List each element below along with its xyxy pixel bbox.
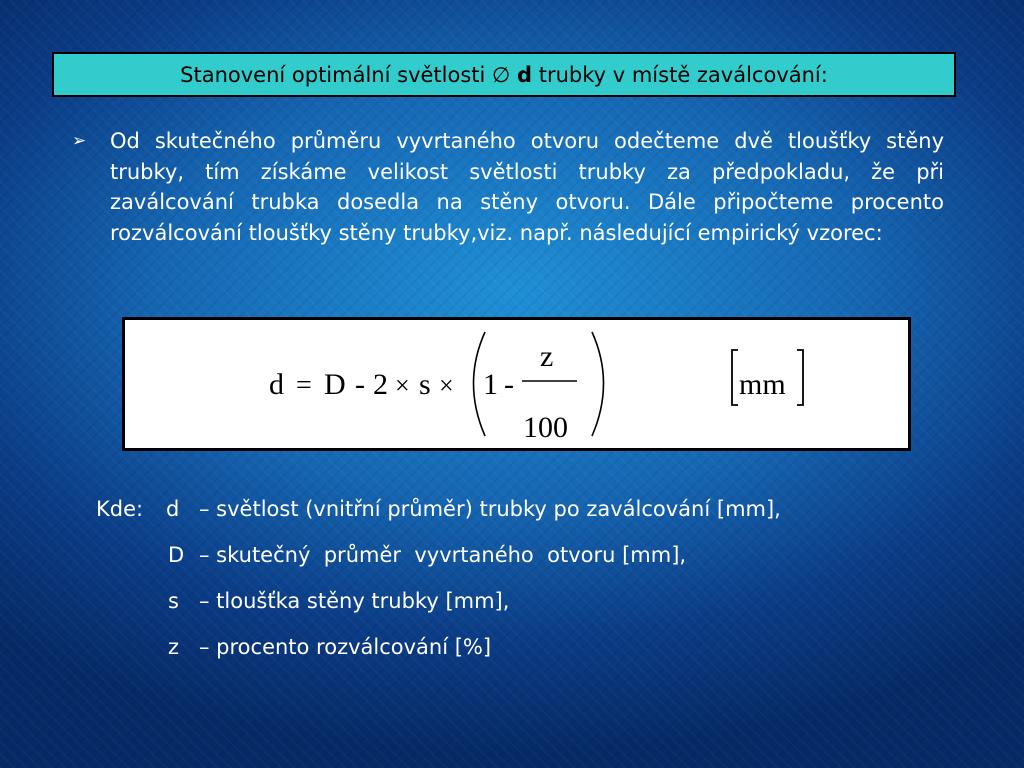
definition-text: – procento rozválcování [%] — [199, 635, 492, 659]
formula-two: 2 — [373, 368, 388, 401]
formula-equals: = — [296, 370, 312, 401]
definition-symbol: D — [168, 543, 185, 567]
title-suffix: trubky v místě zaválcování: — [532, 62, 828, 87]
definition-symbol: z — [168, 635, 180, 659]
formula-times-1: × — [395, 371, 410, 400]
definition-symbol: s — [168, 589, 179, 613]
formula-D: D — [324, 368, 346, 401]
formula-lhs-d: d — [269, 368, 284, 401]
formula-graphic — [125, 320, 908, 448]
formula-minus-2: - — [504, 368, 514, 401]
diameter-symbol: ∅ — [492, 62, 511, 87]
formula-one: 1 — [483, 368, 498, 401]
formula-unit: mm — [739, 368, 786, 401]
bullet-paragraph — [72, 126, 944, 248]
formula-right-paren — [592, 332, 604, 436]
definitions-intro: Kde: — [96, 497, 144, 521]
formula-numerator: z — [540, 340, 554, 373]
definition-symbol: d — [166, 497, 180, 521]
formula-times-2: × — [439, 371, 454, 400]
unit-right-bracket — [797, 350, 803, 405]
definition-text: – skutečný průměr vyvrtaného otvoru [mm], — [199, 543, 687, 567]
unit-left-bracket — [732, 350, 738, 405]
title-prefix: Stanovení optimální světlosti — [180, 62, 493, 87]
formula-box — [122, 317, 911, 451]
bullet-text: Od skutečného průměru vyvrtaného otvoru odečteme dvě tloušťky stěny trubky, tím získáme velikost světlosti trubky za předpokladu, že při zaválcování trubka dosedla na stěny otvoru. Dále připočteme procento rozválcování tloušťky stěny trubky,viz. např. následující empirický vzorec: — [110, 129, 944, 245]
arrow-bullet-icon: ➢ — [72, 131, 87, 151]
slide-title-box — [52, 52, 956, 97]
formula-denominator: 100 — [523, 411, 568, 444]
definition-text: – tloušťka stěny trubky [mm], — [199, 589, 510, 613]
formula-minus-1: - — [355, 368, 365, 401]
title-bold-variable: d — [517, 62, 533, 87]
definition-text: – světlost (vnitřní průměr) trubky po zaválcování [mm], — [199, 497, 781, 521]
formula-s: s — [419, 368, 431, 401]
